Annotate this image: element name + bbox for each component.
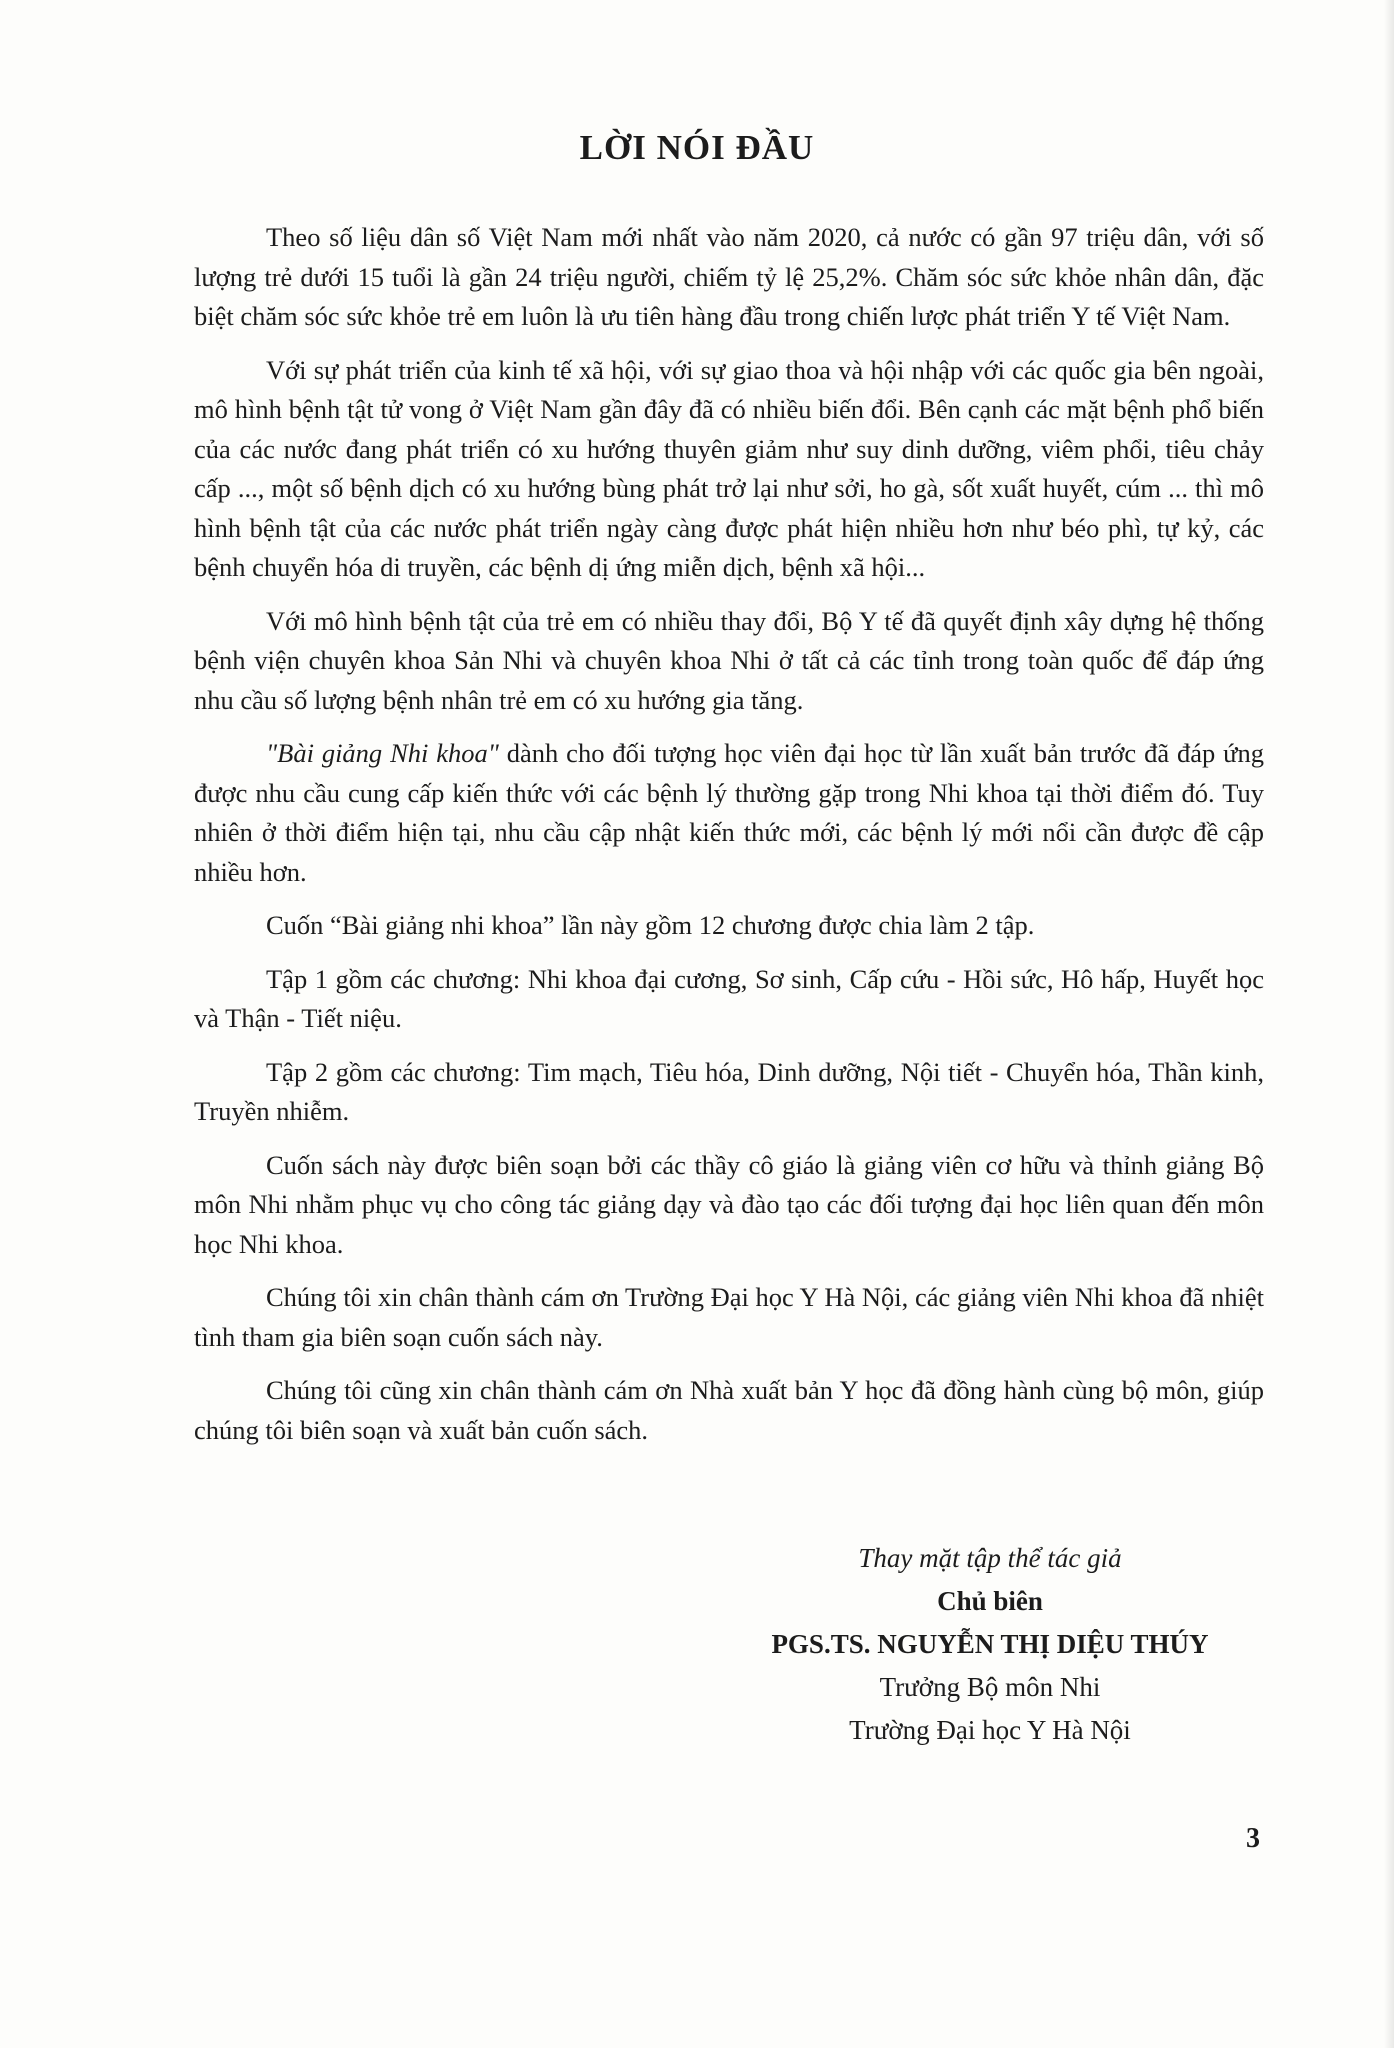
signature-on-behalf: Thay mặt tập thể tác giả [858,1543,1122,1573]
paragraph-hospital-system: Với mô hình bệnh tật của trẻ em có nhiều thay đổi, Bộ Y tế đã quyết định xây dựng hệ thống bệnh viện chuyên khoa Sản Nhi và chuyên khoa Nhi ở tất cả các tỉnh trong toàn quốc để đáp ứng nhu cầu số lượng bệnh nhân trẻ em có xu hướng gia tăng. [194,605,1264,715]
paragraph-previous-edition-text: dành cho đối tượng học viên đại học từ lần xuất bản trước đã đáp ứng được nhu cầu cung cấp kiến thức với các bệnh lý thường gặp trong Nhi khoa tại thời điểm đó. Tuy nhiên ở thời điểm hiện tại, nhu cầu cập nhật kiến thức mới, các bệnh lý mới nổi cần được đề cập nhiều hơn. [194,738,1264,887]
page-edge-shadow [1384,0,1394,2048]
paragraph-population: Theo số liệu dân số Việt Nam mới nhất vào năm 2020, cả nước có gần 97 triệu dân, với số lượng trẻ dưới 15 tuổi là gần 24 triệu người, chiếm tỷ lệ 25,2%. Chăm sóc sức khỏe nhân dân, đặc biệt chăm sóc sức khỏe trẻ em luôn là ưu tiên hàng đầu trong chiến lược phát triển Y tế Việt Nam. [194,222,1264,331]
paragraph-previous-edition [194,734,1264,892]
paragraph-authors: Cuốn sách này được biên soạn bởi các thầy cô giáo là giảng viên cơ hữu và thỉnh giảng Bộ môn Nhi nhằm phục vụ cho công tác giảng dạy và đào tạo các đối tượng đại học liên quan đến môn học Nhi khoa. [194,1149,1264,1259]
signature-institution: Trường Đại học Y Hà Nội [849,1715,1131,1745]
page-title: LỜI NÓI ĐẦU [579,128,815,167]
signature-block [650,1537,1330,1752]
page-number: 3 [1246,1823,1260,1854]
body-text [194,218,1264,1464]
paragraph-volume-2: Tập 2 gồm các chương: Tim mạch, Tiêu hóa, Dinh dưỡng, Nội tiết - Chuyển hóa, Thần kinh, Truyền nhiễm. [194,1056,1264,1126]
signature-name: PGS.TS. NGUYỄN THỊ DIỆU THÚY [771,1629,1209,1659]
paragraph-thanks-publisher: Chúng tôi cũng xin chân thành cám ơn Nhà xuất bản Y học đã đồng hành cùng bộ môn, giúp chúng tôi biên soạn và xuất bản cuốn sách. [194,1375,1264,1445]
paragraph-thanks-university: Chúng tôi xin chân thành cám ơn Trường Đại học Y Hà Nội, các giảng viên Nhi khoa đã nhiệt tình tham gia biên soạn cuốn sách này. [194,1282,1264,1352]
signature-role: Chủ biên [937,1586,1043,1616]
book-title-italic: "Bài giảng Nhi khoa" [266,738,499,768]
signature-position: Trưởng Bộ môn Nhi [879,1672,1101,1702]
paragraph-disease-model: Với sự phát triển của kinh tế xã hội, với sự giao thoa và hội nhập với các quốc gia bên ngoài, mô hình bệnh tật tử vong ở Việt Nam gần đây đã có nhiều biến đổi. Bên cạnh các mặt bệnh phổ biến của các nước đang phát triển có xu hướng thuyên giảm như suy dinh dưỡng, viêm phổi, tiêu chảy cấp ..., một số bệnh dịch có xu hướng bùng phát trở lại như sởi, ho gà, sốt xuất huyết, cúm ... thì mô hình bệnh tật của các nước phát triển ngày càng được phát hiện nhiều hơn như béo phì, tự kỷ, các bệnh chuyển hóa di truyền, các bệnh dị ứng miễn dịch, bệnh xã hội... [194,354,1264,582]
paragraph-book-structure: Cuốn “Bài giảng nhi khoa” lần này gồm 12 chương được chia làm 2 tập. [266,910,1035,940]
paragraph-volume-1: Tập 1 gồm các chương: Nhi khoa đại cương, Sơ sinh, Cấp cứu - Hồi sức, Hô hấp, Huyết học và Thận - Tiết niệu. [194,963,1264,1033]
